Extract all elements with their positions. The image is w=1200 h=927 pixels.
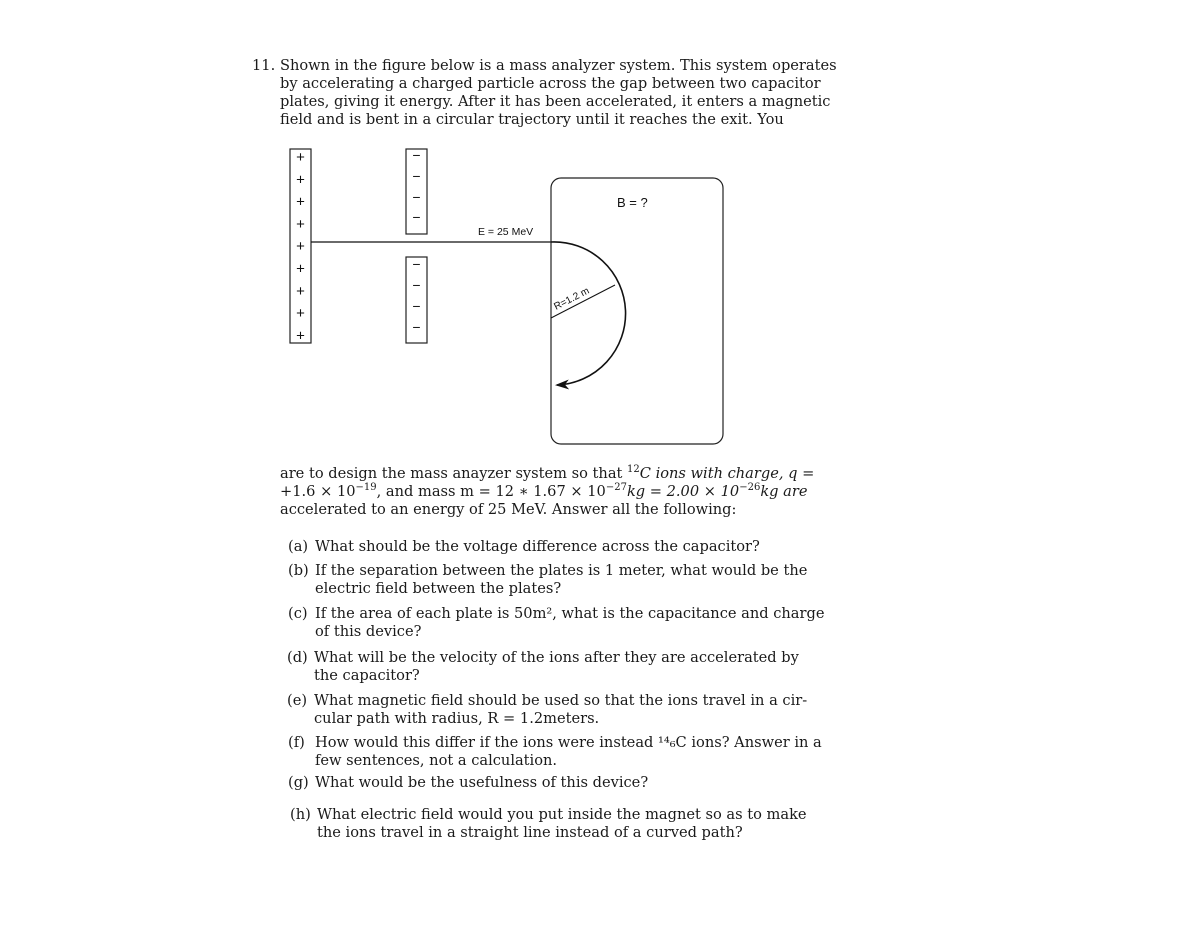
part-text: What should be the voltage difference across the capacitor?: [315, 538, 760, 555]
part-g: [288, 774, 772, 792]
part-text: electric field between the plates?: [315, 580, 562, 597]
plus-sign: +: [296, 238, 305, 256]
intro-line: plates, giving it energy. After it has been accelerated, it enters a magnetic: [280, 93, 831, 110]
intro-line: field and is bent in a circular trajectory until it reaches the exit. You: [280, 111, 784, 128]
positive-plate: [290, 149, 311, 344]
minus-sign: −: [412, 168, 421, 184]
part-text: the ions travel in a straight line instead of a curved path?: [317, 824, 743, 841]
minus-sign: −: [412, 298, 421, 314]
minus-sign: −: [412, 277, 421, 293]
part-label: (h): [290, 806, 311, 823]
part-label: (a): [288, 538, 309, 555]
plus-sign: +: [296, 282, 305, 300]
continuation-line-2: $+1.6 \times 10^{-19}$, and mass m = 12 ∗ $1.67 \times 10^{-27}kg = 2.00 \times 10^{-26}kg$ are: [280, 482, 808, 500]
radius-label: R=1.2 m: [552, 285, 592, 313]
part-e: [287, 692, 808, 728]
part-text: How would this differ if the ions were instead ¹⁴₆C ions? Answer in a: [315, 734, 822, 751]
problem-number: 11.: [252, 57, 276, 74]
part-label: (c): [288, 605, 308, 622]
minus-sign: −: [412, 256, 421, 272]
part-text: If the separation between the plates is 1 meter, what would be the: [315, 562, 808, 579]
minus-sign: −: [412, 147, 421, 163]
part-text: cular path with radius, R = 1.2meters.: [314, 710, 600, 727]
magnet-region: [551, 178, 723, 444]
plus-sign: +: [296, 305, 305, 323]
continuation-line-1: are to design the mass anayzer system so that $^{12}$C ions with charge, q =: [280, 464, 815, 482]
part-text: the capacitor?: [314, 667, 420, 684]
continuation-line-3: accelerated to an energy of 25 MeV. Answer all the following:: [280, 501, 737, 518]
intro-line: Shown in the figure below is a mass analyzer system. This system operates: [280, 57, 837, 74]
plus-sign: +: [296, 260, 305, 278]
negative-plate: [406, 147, 427, 343]
part-h: [290, 806, 807, 842]
part-label: (d): [287, 649, 308, 666]
part-label: (f): [288, 734, 305, 751]
part-a: [288, 538, 772, 556]
energy-label: E = 25 MeV: [478, 226, 534, 238]
intro-line: by accelerating a charged particle across the gap between two capacitor: [280, 75, 821, 92]
part-text: What magnetic field should be used so that the ions travel in a cir-: [314, 692, 808, 709]
part-text: few sentences, not a calculation.: [315, 752, 558, 769]
plus-sign: +: [296, 149, 305, 166]
part-label: (g): [288, 774, 309, 791]
minus-sign: −: [412, 189, 421, 205]
part-f: [288, 734, 822, 770]
plus-sign: +: [296, 171, 305, 189]
part-b: [288, 562, 808, 598]
problem-continuation: [280, 464, 815, 519]
part-c: [288, 605, 825, 641]
minus-signs: [412, 147, 420, 335]
part-text: What electric field would you put inside the magnet so as to make: [317, 806, 807, 823]
plus-sign: +: [296, 193, 305, 211]
plus-sign: +: [296, 327, 305, 345]
part-label: (b): [288, 562, 309, 579]
part-d: [287, 649, 799, 685]
circular-trajectory: [551, 242, 626, 385]
part-label: (e): [287, 692, 308, 709]
field-label: B = ?: [617, 195, 648, 210]
part-text: What would be the usefulness of this device?: [315, 774, 649, 791]
part-text: of this device?: [315, 623, 422, 640]
part-text: If the area of each plate is 50m², what is the capacitance and charge: [315, 605, 825, 622]
plus-signs: [296, 149, 305, 344]
part-text: What will be the velocity of the ions after they are accelerated by: [314, 649, 799, 666]
plus-sign: +: [296, 215, 305, 233]
minus-sign: −: [412, 319, 421, 335]
minus-sign: −: [412, 209, 421, 225]
